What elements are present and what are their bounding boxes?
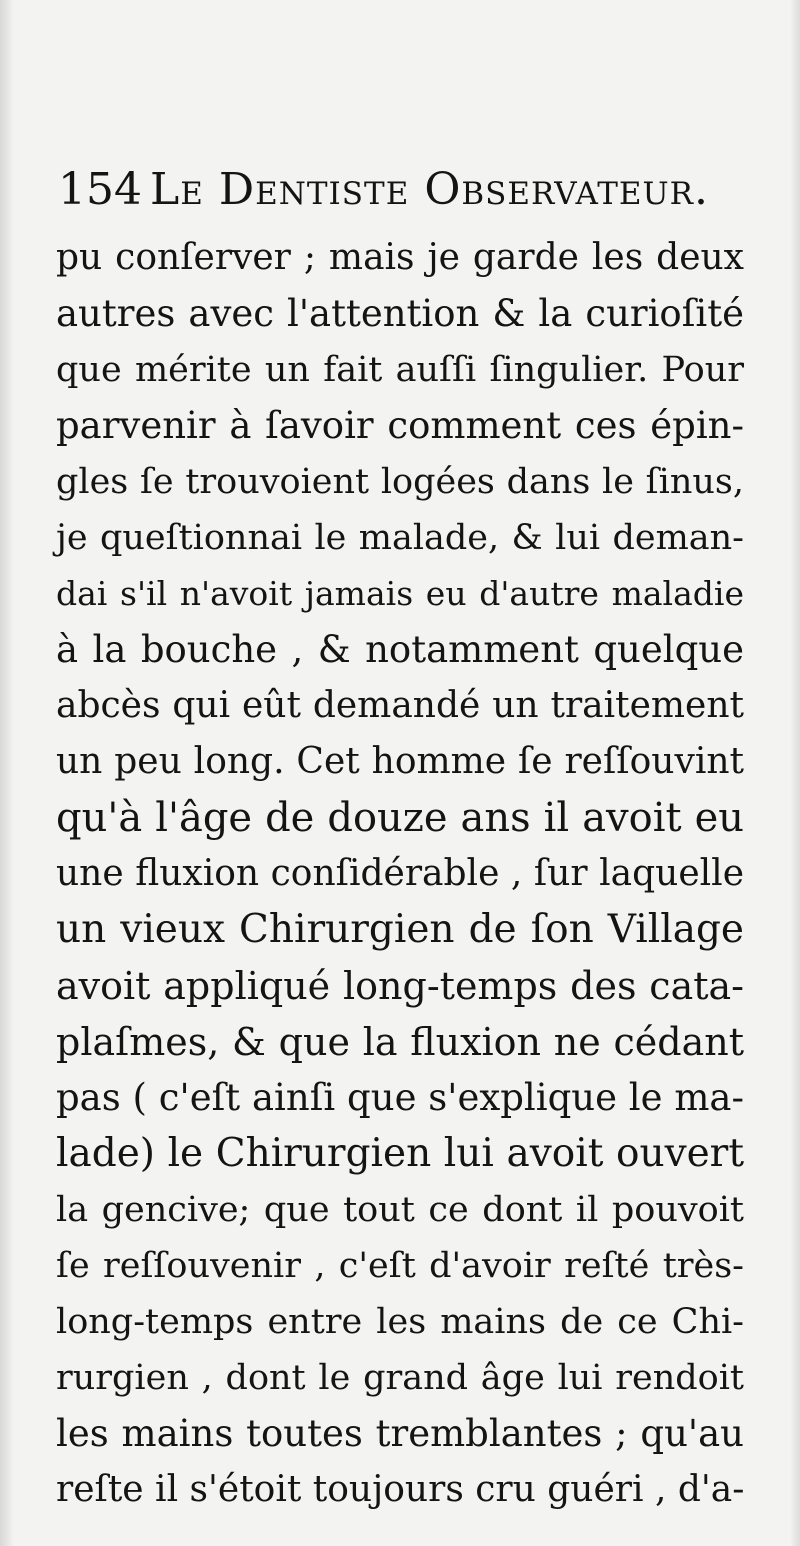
text-line: je queſtionnai le malade, & lui deman- <box>56 518 744 558</box>
text-line: parvenir à ſavoir comment ces épin- <box>56 404 744 447</box>
text-line: pas ( c'eſt ainſi que s'explique le ma- <box>56 1076 744 1119</box>
text-line: que mérite un fait auſſi ſingulier. Pour <box>56 350 744 390</box>
text-line: qu'à l'âge de douze ans il avoit eu <box>56 795 744 841</box>
page-number: 154 <box>58 164 142 215</box>
text-line: autres avec l'attention & la curioſité <box>56 292 744 335</box>
text-line: gles ſe trouvoient logées dans le ſinus, <box>56 462 744 502</box>
running-head <box>58 160 758 220</box>
text-line: les mains toutes tremblantes ; qu'au <box>56 1412 744 1455</box>
text-line: la gencive; que tout ce dont il pouvoit <box>56 1190 744 1230</box>
text-line: long-temps entre les mains de ce Chi- <box>56 1302 744 1342</box>
running-head-title: Le Dentiste Observateur. <box>150 164 710 215</box>
text-line: lade) le Chirurgien lui avoit ouvert <box>56 1131 744 1176</box>
text-line: plaſmes, & que la fluxion ne cédant <box>56 1020 744 1064</box>
text-line: un vieux Chirurgien de ſon Village <box>56 907 744 952</box>
page-right-edge <box>790 0 800 1546</box>
text-line: avoit appliqué long-temps des cata- <box>56 964 744 1008</box>
text-line: dai s'il n'avoit jamais eu d'autre maladie <box>56 574 744 613</box>
text-line: pu conſerver ; mais je garde les deux <box>56 237 744 278</box>
text-line: abcès qui eût demandé un traitement <box>56 685 744 726</box>
text-line: reſte il s'étoit toujours cru guéri , d'a- <box>56 1469 745 1510</box>
text-line: une fluxion conſidérable , ſur laquelle <box>56 853 744 894</box>
text-line: un peu long. Cet homme ſe reſſouvint <box>56 741 744 782</box>
text-line: à la bouche , & notamment quelque <box>56 628 744 671</box>
page-left-edge <box>0 0 14 1546</box>
text-line: ſe reſſouvenir , c'eſt d'avoir reſté très- <box>56 1246 744 1286</box>
text-line: rurgien , dont le grand âge lui rendoit <box>56 1358 744 1398</box>
